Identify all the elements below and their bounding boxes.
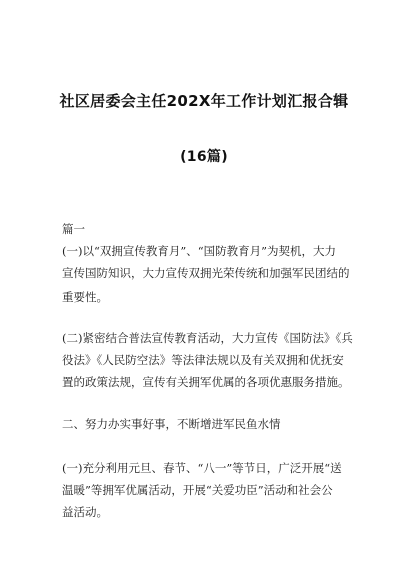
paragraph-line: 役法》《人民防空法》等法律法规以及有关双拥和优抚安 <box>62 353 344 367</box>
paragraph-line: (一)充分利用元旦、春节、“八一”等节日，广泛开展“送 <box>62 461 342 475</box>
paragraph-2 <box>62 327 360 393</box>
paragraph-line: 置的政策法规，宣传有关拥军优属的各项优惠服务措施。 <box>62 375 350 389</box>
section-label: 篇一 <box>62 222 85 236</box>
paragraph-line: (二)紧密结合普法宣传教育活动，大力宣传《国防法》《兵 <box>62 331 353 345</box>
document-title: 社区居委会主任202X年工作计划汇报合辑 <box>59 92 349 110</box>
document-subtitle: (16篇) <box>180 149 228 165</box>
paragraph-1 <box>62 240 360 308</box>
paragraph-line: (一)以“双拥宣传教育月”、“国防教育月”为契机，大力 <box>62 244 336 258</box>
paragraph-line: 益活动。 <box>62 505 108 519</box>
paragraph-line: 宣传国防知识，大力宣传双拥光荣传统和加强军民团结的 <box>62 266 350 280</box>
paragraph-line: 重要性。 <box>62 290 108 304</box>
paragraph-3 <box>62 457 360 523</box>
paragraph-line: 温暖”等拥军优属活动，开展“关爱功臣”活动和社会公 <box>62 483 333 497</box>
section-heading-2: 二、努力办实事好事，不断增进军民鱼水情 <box>62 417 281 431</box>
